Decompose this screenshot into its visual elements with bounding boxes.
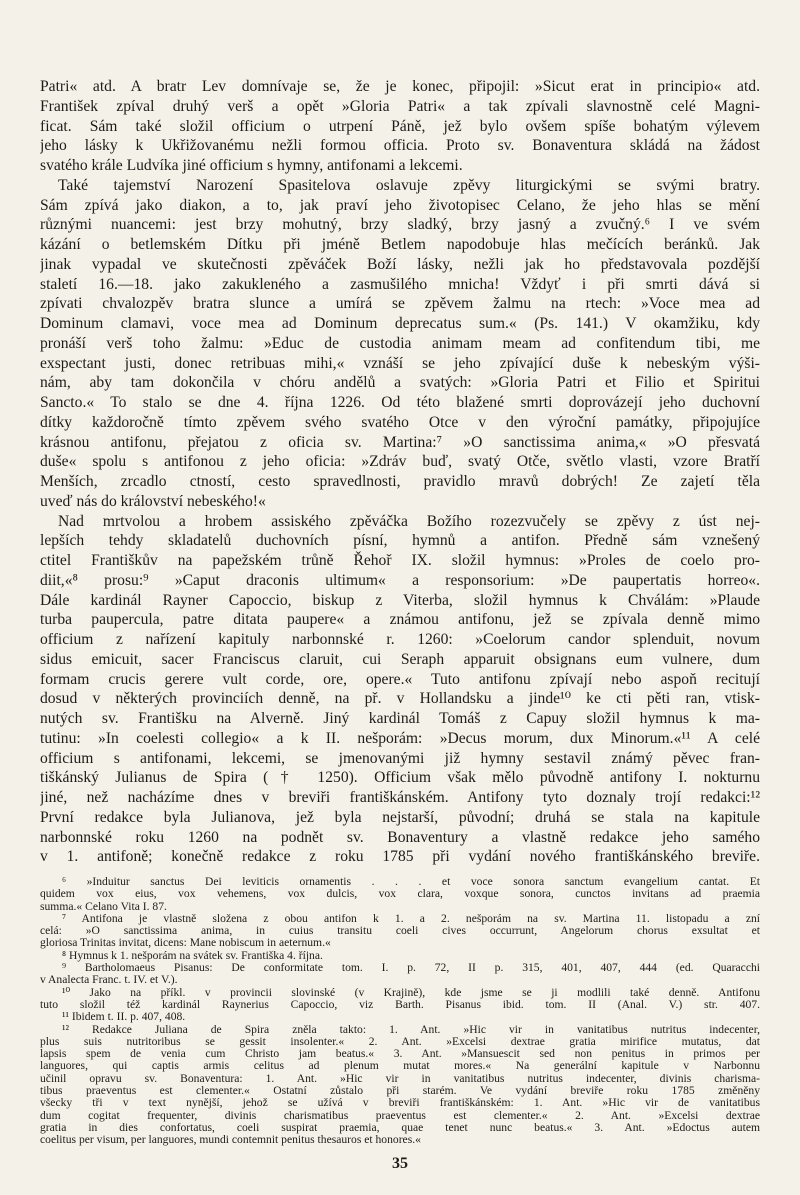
- text-line: dosud v některých provinciích denně, na př. v Hollandsku a jinde¹⁰ ke cti pěti ran, vtisk-: [40, 690, 760, 708]
- footnote-line: celá: »O sanctissima anima, in cuius transitu coeli cives occurrunt, Angelorum chorus exsultat et: [40, 925, 760, 938]
- footnote-line: tibus praeventus est clementer.« Ostatní zůstalo při starém. Ve vydání breviře roku 1785 změněny: [40, 1085, 760, 1098]
- text-line: kázání o betlemském Dítku při jméně Betlem napodobuje hlas mečících beránků. Jak: [40, 236, 760, 253]
- footnote-line: gloriosa Trinitas invitat, dicens: Mane nobiscum in aeternum.«: [40, 937, 331, 950]
- footnote-line: v Analecta Franc. t. IV. et V.).: [40, 974, 178, 987]
- footnote-line: dum cogitat frequenter, divinis charismatibus praeventus est clementer.« 2. Ant. »Excelsi dextrae: [40, 1109, 760, 1122]
- text-line: nám, aby tam dokončila v chóru andělů a svatých: »Gloria Patri et Filio et Spiritui: [40, 374, 760, 392]
- footnote-line: učinil opravu sv. Bonaventura: 1. Ant. »Hic vir in vanitatibus nutritus indecenter, divinis charisma-: [40, 1072, 760, 1085]
- text-line: officium s antifonami, lekcemi, se jmenovanými již hymny sestavil známý pěvec fran-: [40, 749, 760, 767]
- footnote-line: ¹² Redakce Juliana de Spira zněla takto: 1. Ant. »Hic vir in vanitatibus nutritus indecenter,: [62, 1023, 760, 1036]
- footnote-line: summa.« Celano Vita I. 87.: [40, 900, 167, 913]
- text-line: duše« spolu s antifonou z jeho oficia: »Zdráv buď, svatý Otče, světlo vlasti, vzore Bratří: [40, 453, 760, 471]
- text-line: Nad mrtvolou a hrobem assiského zpěváčka Božího rozezvučely se zpěvy z úst nej-: [58, 512, 760, 530]
- footnote-line: ⁷ Antifona je vlastně složena z obou antifon k 1. a 2. nešporám na sv. Martina 11. listopadu a zní: [62, 912, 760, 925]
- footnote-line: coelitus per visum, per languores, mundi contemnit penitus thesauros et honores.«: [40, 1134, 421, 1147]
- footnote-line: plus suis nutritoribus se gessit insolenter.« 2. Ant. »Excelsi dextrae gratia mirifice mutatus, dat: [40, 1035, 760, 1048]
- footnote-line: quidem vox eius, vox vehemens, vox dulcis, vox clara, voxque sonora, cunctos invitans ad praemia: [40, 888, 760, 901]
- text-line: Dominum clamavi, voce mea ad Dominum deprecatus sum.« (Ps. 141.) V okamžiku, kdy: [40, 315, 760, 332]
- text-line: Sancto.« To stalo se dne 4. října 1226. Od této blažené smrti doprovázejí jeho duchovní: [40, 394, 760, 411]
- footnote-line: lapsis spem de venia cum Christo jam beatus.« 3. Ant. »Mansuescit sed non penitus in primos per: [40, 1048, 760, 1061]
- text-line: František zpíval druhý verš a opět »Gloria Patri« a tak zpívali slavnostně celé Magni-: [40, 97, 760, 115]
- text-line: staletí 16.—18. jako zakukleného a zasmušilého mnicha! Vždyť i při smrti dává si: [40, 275, 760, 293]
- text-line: tutinu: »In coelesti collegio« a k II. nešporám: »Decus morum, dux Minorum.«¹¹ A celé: [40, 729, 760, 747]
- text-line: Dále kardinál Rayner Capoccio, biskup z Viterba, složil hymnus k Chválám: »Plaude: [40, 591, 760, 609]
- text-line: lepších tehdy skladatelů duchovních písní, hymnů a antifon. Předně sám vznešený: [40, 532, 760, 550]
- text-line: turba paupercula, patre ditata paupere« a známou antifonu, jež se zpívala denně mimo: [40, 611, 760, 629]
- footnote-line: ¹⁰ Jako na příkl. v provincii slovinské (v Krajině), kde jsme se ji modlili také denně. Antifonu: [62, 986, 760, 999]
- text-line: diit,«⁸ prosu:⁹ »Caput draconis ultimum« a responsorium: »De paupertatis horreo«.: [40, 571, 760, 589]
- text-line: svatého krále Ludvíka jiné officium s hymny, antifonami a lekcemi.: [40, 157, 463, 174]
- text-line: jeho lásky k Ukřižovanému nežli formou officia. Proto sv. Bonaventura skládá na žádost: [40, 137, 760, 155]
- footnote-line: ⁹ Bartholomaeus Pisanus: De conformitate tom. I. p. 72, II p. 315, 401, 407, 444 (ed. Quaracchi: [62, 962, 760, 975]
- text-line: Také tajemství Narození Spasitelova oslavuje zpěvy liturgickými se svými bratry.: [58, 176, 760, 194]
- text-line: zpívati chvalozpěv bratra slunce a umírá se zpěvem žalmu na rtech: »Voce mea ad: [40, 295, 760, 313]
- footnote-line: ⁸ Hymnus k 1. nešporám na svátek sv. Františka 4. října.: [62, 949, 323, 962]
- text-line: dítky každoročně tímto zpěvem svého svatého Otce v den výroční památky, připojujíce: [40, 413, 760, 431]
- text-line: ctitel Františkův na papežském trůně Řehoř IX. složil hymnus: »Proles de coelo pro-: [40, 552, 760, 569]
- text-line: různými nuancemi: jest brzy mohutný, brzy sladký, brzy jasný a zvučný.⁶ I ve svém: [40, 216, 760, 234]
- text-line: exspectant justi, donec retribuas mihi,« vznáší se jeho zpívající duše k nebeským výši-: [40, 354, 760, 372]
- footnote-line: gratia in dies confortatus, coeli suspirat praemia, quae tenet nunc beatus.« 3. Ant. »Edoctus autem: [40, 1121, 760, 1134]
- footnote-line: ¹¹ Ibidem t. II. p. 407, 408.: [62, 1011, 186, 1024]
- text-line: uveď nás do království nebeského!«: [40, 492, 266, 510]
- text-line: sidus emicuit, sacer Franciscus claruit, cui Seraph apparuit obsignans eum vulnere, dum: [40, 650, 760, 668]
- text-line: jiné, než nacházíme dnes v breviři františkánském. Antifony tyto doznaly trojí redakci:¹²: [40, 789, 760, 806]
- text-line: ficat. Sám také složil officium o utrpení Páně, jež bylo ovšem spíše bohatým výlevem: [40, 117, 760, 135]
- text-line: formam crucis gerere vult corde, ore, opere.« Tuto antifonu zpívají nebo aspoň recitují: [40, 670, 760, 688]
- text-line: nutých sv. Františku na Alverně. Jiný kardinál Tomáš z Capuy složil hymnus k ma-: [40, 710, 760, 727]
- footnote-line: languores, qui captis armis celitus ad plenum mutat mores.« Na generální kapitule v Narbonnu: [40, 1060, 760, 1073]
- text-line: jinak vypadal ve skutečnosti zpěváček Boží lásky, nežli jak ho představovala pozdější: [40, 255, 760, 273]
- text-line: První redakce byla Julianova, jež byla nejstarší, původní; druhá se stala na kapitule: [40, 808, 760, 826]
- footnote-line: všecky tři v text nynější, jehož se užívá v breviři františkánském: 1. Ant. »Hic vir de vanitatibus: [40, 1097, 760, 1110]
- footnotes: [40, 876, 760, 1147]
- body-text: [40, 77, 760, 867]
- text-line: pronáší verš toho žalmu: »Educ de custodia animam meam ad confitendum tibi, me: [40, 334, 760, 352]
- text-line: Patri« atd. A bratr Lev domnívaje se, že je konec, připojil: »Sicut erat in principio« atd.: [40, 78, 760, 95]
- text-line: narbonnské roku 1260 na podnět sv. Bonaventury a vlastně redakce jeho samého: [40, 828, 760, 846]
- text-line: Sám zpívá jako diakon, a to, jak praví jeho životopisec Celano, že jeho hlas se mění: [40, 196, 760, 214]
- text-line: v 1. antifoně; konečně redakce z roku 1785 při vydání nového františkánského breviře.: [40, 848, 760, 866]
- text-line: krásnou antifonu, přejatou z oficia sv. Martina:⁷ »O sanctissima anima,« »O přesvatá: [40, 433, 760, 451]
- text-line: officium z nařízení kapituly narbonnské r. 1260: »Coelorum candor splenduit, novum: [40, 631, 760, 648]
- footnote-line: tuto složil též kardinál Raynerius Capoccio, viz Barth. Pisanus ibid. tom. II (Anal. V.) str. 407.: [40, 998, 760, 1011]
- text-line: tiškánský Julianus de Spira († 1250). Officium však mělo původně antifony I. nokturnu: [40, 769, 760, 787]
- footnote-line: ⁶ »Induitur sanctus Dei leviticis ornamentis . . . et voce sonora sanctum evangelium cantat. Et: [62, 876, 760, 888]
- text-line: Menších, zrcadlo ctností, cesto spravedlnosti, pravidlo mravů dobrých! Ze zajetí těla: [40, 473, 760, 490]
- page-number: 35: [392, 1155, 408, 1172]
